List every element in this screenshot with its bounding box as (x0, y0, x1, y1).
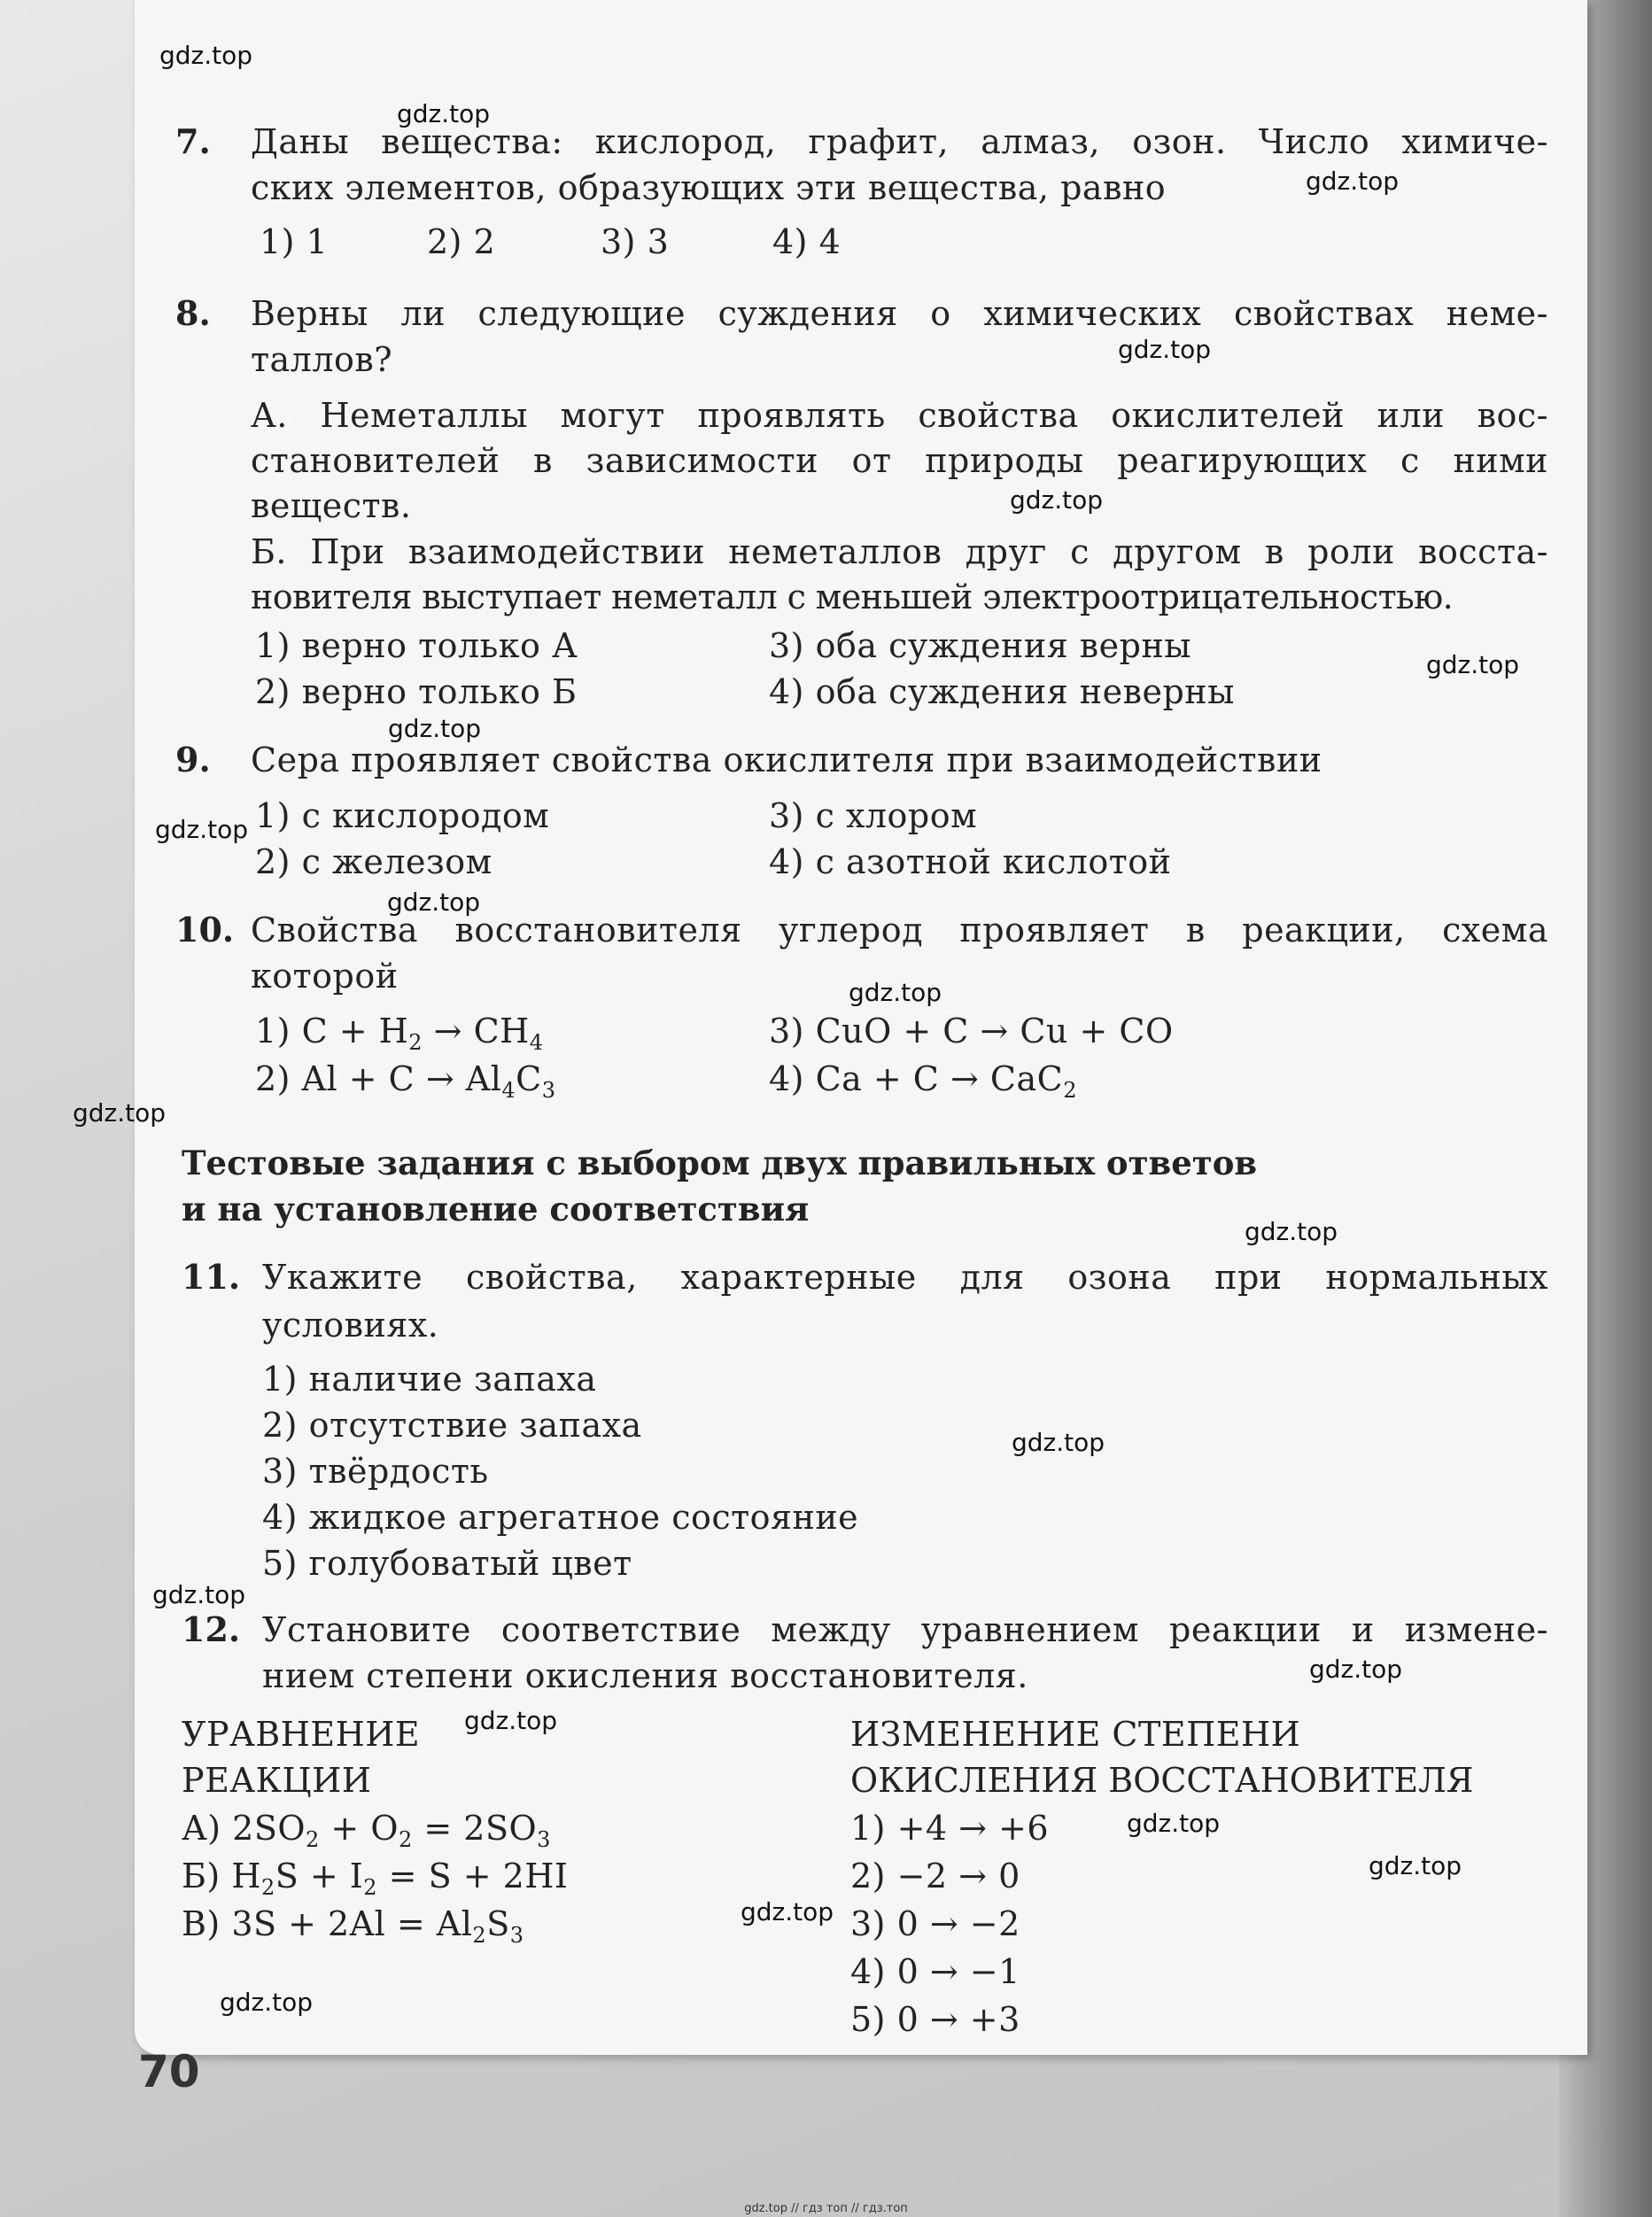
q10-option-4: 4) Ca + C → CaC$_2$ (769, 1059, 1077, 1103)
q12-left-header-line1: УРАВНЕНИЕ (182, 1715, 421, 1754)
section-heading-line2: и на установление соответствия (182, 1190, 810, 1229)
q8-number: 8. (175, 293, 211, 333)
watermark: gdz.top (73, 1098, 167, 1128)
q10-number: 10. (175, 910, 235, 950)
q12-right-header-line1: ИЗМЕНЕНИЕ СТЕПЕНИ (850, 1715, 1301, 1754)
watermark: gdz.top (849, 978, 942, 1007)
watermark: gdz.top (464, 1706, 558, 1735)
q12-line2: нием степени окисления восстановителя. (262, 1656, 1028, 1695)
q12-change-3: 3) 0 → −2 (850, 1904, 1020, 1943)
watermark: gdz.top (1306, 167, 1400, 196)
watermark: gdz.top (1010, 485, 1104, 515)
q9-option-3: 3) с хлором (769, 796, 978, 835)
q7-option-2: 2) 2 (427, 222, 496, 261)
q8-statement-b-line2: новителя выступает неметалл с меньшей электроотрицательностью. (251, 578, 1454, 616)
watermark: gdz.top (1118, 335, 1212, 364)
watermark: gdz.top (1127, 1809, 1221, 1838)
q11-number: 11. (182, 1257, 241, 1297)
watermark: gdz.top (1426, 650, 1520, 679)
q8-statement-a-line1: А. Неметаллы могут проявлять свойства окислителей или вос- (251, 396, 1548, 435)
q9-text: Сера проявляет свойства окислителя при взаимодействии (251, 740, 1322, 779)
q8-statement-a-line3: веществ. (251, 486, 412, 525)
q12-left-header-line2: РЕАКЦИИ (182, 1761, 372, 1800)
watermark: gdz.top (397, 99, 491, 128)
q12-right-header-line2: ОКИСЛЕНИЯ ВОССТАНОВИТЕЛЯ (850, 1761, 1474, 1800)
watermark: gdz.top (1012, 1428, 1105, 1457)
q7-number: 7. (175, 121, 211, 161)
watermark: gdz.top (159, 41, 253, 70)
site-note-bottom[interactable]: gdz.top // гдз топ // гдз.топ (744, 2202, 908, 2215)
q8-line2: таллов? (251, 340, 393, 379)
q12-change-2: 2) −2 → 0 (850, 1857, 1020, 1895)
q10-option-2: 2) $Al + C \to Al_4C_3$ (255, 1059, 556, 1103)
watermark: gdz.top (388, 714, 482, 743)
q11-option-5: 5) голубоватый цвет (262, 1544, 632, 1583)
q12-change-1: 1) +4 → +6 (850, 1809, 1050, 1848)
watermark: gdz.top (155, 815, 249, 844)
q9-option-4: 4) с азотной кислотой (769, 842, 1172, 881)
q7-option-3: 3) 3 (601, 222, 670, 261)
q11-option-3: 3) твёрдость (262, 1452, 489, 1491)
watermark: gdz.top (1309, 1655, 1403, 1684)
watermark: gdz.top (220, 1988, 314, 2017)
q11-line2: условиях. (262, 1306, 439, 1345)
q12-number: 12. (182, 1609, 241, 1649)
q8-statement-a-line2: становителей в зависимости от природы реагирующих с ними (251, 441, 1548, 480)
q12-change-4: 4) 0 → −1 (850, 1952, 1020, 1991)
q8-option-3: 3) оба суждения верны (769, 626, 1192, 665)
q11-option-2: 2) отсутствие запаха (262, 1406, 642, 1445)
q8-option-1: 1) верно только А (255, 626, 578, 665)
q8-option-4: 4) оба суждения неверны (769, 672, 1235, 711)
watermark: gdz.top (741, 1897, 834, 1926)
q11-option-1: 1) наличие запаха (262, 1360, 597, 1399)
watermark: gdz.top (1245, 1217, 1338, 1246)
q12-equation-a: А) $2SO_2 + O_2 = 2SO_3$ (182, 1809, 551, 1852)
q11-line1: Укажите свойства, характерные для озона при нормальных (262, 1258, 1548, 1297)
q8-option-2: 2) верно только Б (255, 672, 578, 711)
watermark: gdz.top (387, 888, 481, 917)
q9-option-1: 1) с кислородом (255, 796, 550, 835)
q10-line1: Свойства восстановителя углерод проявляет в реакции, схема (251, 911, 1548, 950)
watermark: gdz.top (152, 1580, 246, 1609)
q12-line1: Установите соответствие между уравнением реакции и измене- (262, 1610, 1548, 1649)
q8-line1: Верны ли следующие суждения о химических свойствах неме- (251, 294, 1548, 333)
q9-number: 9. (175, 740, 211, 779)
section-heading-line1: Тестовые задания с выбором двух правильных ответов (182, 1143, 1258, 1182)
q10-option-1: 1) $C + H_2 \to CH_4$ (255, 1012, 544, 1055)
q11-option-4: 4) жидкое агрегатное состояние (262, 1498, 859, 1537)
q12-equation-v: В) $3S + 2Al = Al_2S_3$ (182, 1904, 524, 1948)
q7-line2: ских элементов, образующих эти вещества, равно (251, 168, 1167, 207)
q12-equation-b: Б) $H_2S + I_2 = S + 2HI$ (182, 1857, 569, 1900)
q7-option-4: 4) 4 (772, 222, 842, 261)
watermark: gdz.top (1369, 1851, 1462, 1880)
q9-option-2: 2) с железом (255, 842, 492, 881)
page-number: 70 (138, 2046, 200, 2097)
q7-option-1: 1) 1 (260, 222, 329, 261)
q8-statement-b-line1: Б. При взаимодействии неметаллов друг с другом в роли восста- (251, 532, 1548, 571)
q10-option-3: 3) CuO + C → Cu + CO (769, 1012, 1174, 1050)
q7-line1: Даны вещества: кислород, графит, алмаз, озон. Число химиче- (251, 122, 1548, 161)
q12-change-5: 5) 0 → +3 (850, 2000, 1020, 2039)
q10-line2: которой (251, 957, 399, 996)
